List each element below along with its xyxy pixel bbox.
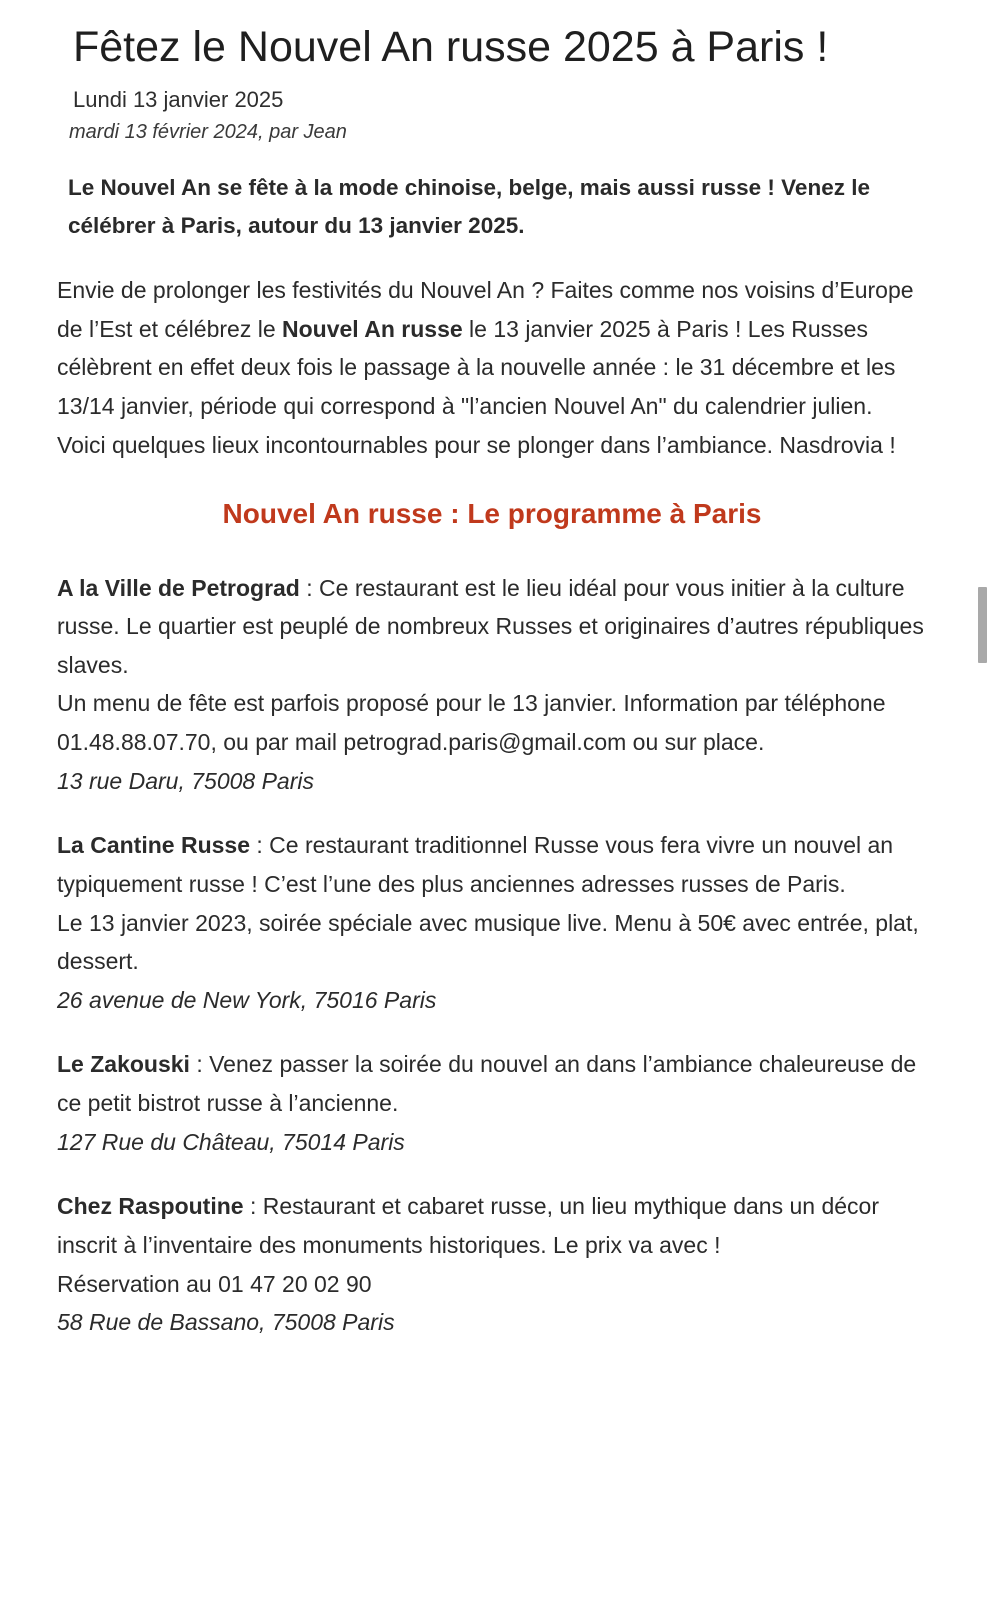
event-date: Lundi 13 janvier 2025 bbox=[73, 86, 284, 112]
venue-description: : Ce restaurant est le lieu idéal pour vous initier à la culture russe. Le quartier est peuplé de nombreux Russes et originaires d’autres républiques slaves. bbox=[57, 574, 924, 678]
page-title: Fêtez le Nouvel An russe 2025 à Paris ! bbox=[73, 23, 829, 71]
venue-1 bbox=[57, 569, 927, 801]
lead-run-bold: Nouvel An russe bbox=[282, 315, 463, 342]
venue-extra-info: Un menu de fête est parfois proposé pour le 13 janvier. Information par téléphone 01.48.88.07.70, ou par mail petrograd.paris@gmail.com ou sur place. bbox=[57, 690, 886, 756]
venue-name: Chez Raspoutine bbox=[57, 1193, 244, 1220]
venue-extra-info: Réservation au 01 47 20 02 90 bbox=[57, 1270, 372, 1297]
venue-name: Le Zakouski bbox=[57, 1051, 190, 1078]
venue-extra-info: Le 13 janvier 2023, soirée spéciale avec musique live. Menu à 50€ avec entrée, plat, dessert. bbox=[57, 909, 919, 975]
intro-paragraph: Le Nouvel An se fête à la mode chinoise, belge, mais aussi russe ! Venez le célébrer à Paris, autour du 13 janvier 2025. bbox=[68, 175, 870, 239]
lead-paragraph bbox=[57, 271, 927, 464]
lead-run-2: le 13 janvier 2025 à Paris ! Les Russes célèbrent en effet deux fois le passage à la nouvelle année : le 31 décembre et les 13/14 janvier, période qui correspond à "l’ancien Nouvel An" du calendrier julien. Voici quelques lieux incontournables pour se plonger dans l’ambiance. Nasdrovia ! bbox=[57, 315, 896, 458]
venue-address: 13 rue Daru, 75008 Paris bbox=[57, 767, 314, 794]
venue-main-text bbox=[57, 826, 927, 903]
venue-name: A la Ville de Petrograd bbox=[57, 574, 300, 601]
byline: mardi 13 février 2024, par Jean bbox=[69, 121, 347, 144]
venue-4 bbox=[57, 1187, 927, 1342]
venue-address: 58 Rue de Bassano, 75008 Paris bbox=[57, 1309, 395, 1336]
venue-main-text bbox=[57, 1045, 927, 1122]
venue-list bbox=[57, 569, 927, 1342]
venue-description: : Ce restaurant traditionnel Russe vous fera vivre un nouvel an typiquement russe ! C’est l’une des plus anciennes adresses russes de Paris. bbox=[57, 832, 894, 897]
venue-main-text bbox=[57, 569, 927, 685]
section-heading: Nouvel An russe : Le programme à Paris bbox=[222, 498, 762, 530]
lead-run-1: Envie de prolonger les festivités du Nouvel An ? Faites comme nos voisins d’Europe de l’Est et célébrez le bbox=[57, 277, 914, 342]
venue-description: : Venez passer la soirée du nouvel an dans l’ambiance chaleureuse de ce petit bistrot russe à l’ancienne. bbox=[57, 1051, 917, 1117]
venue-address: 127 Rue du Château, 75014 Paris bbox=[57, 1128, 405, 1155]
venue-3 bbox=[57, 1045, 927, 1161]
venue-address: 26 avenue de New York, 75016 Paris bbox=[57, 986, 437, 1013]
venue-2 bbox=[57, 826, 927, 1019]
scrollbar-thumb[interactable] bbox=[978, 587, 987, 663]
venue-main-text bbox=[57, 1187, 927, 1264]
venue-name: La Cantine Russe bbox=[57, 832, 250, 859]
venue-description: : Restaurant et cabaret russe, un lieu mythique dans un décor inscrit à l’inventaire des monuments historiques. Le prix va avec ! bbox=[57, 1193, 879, 1258]
